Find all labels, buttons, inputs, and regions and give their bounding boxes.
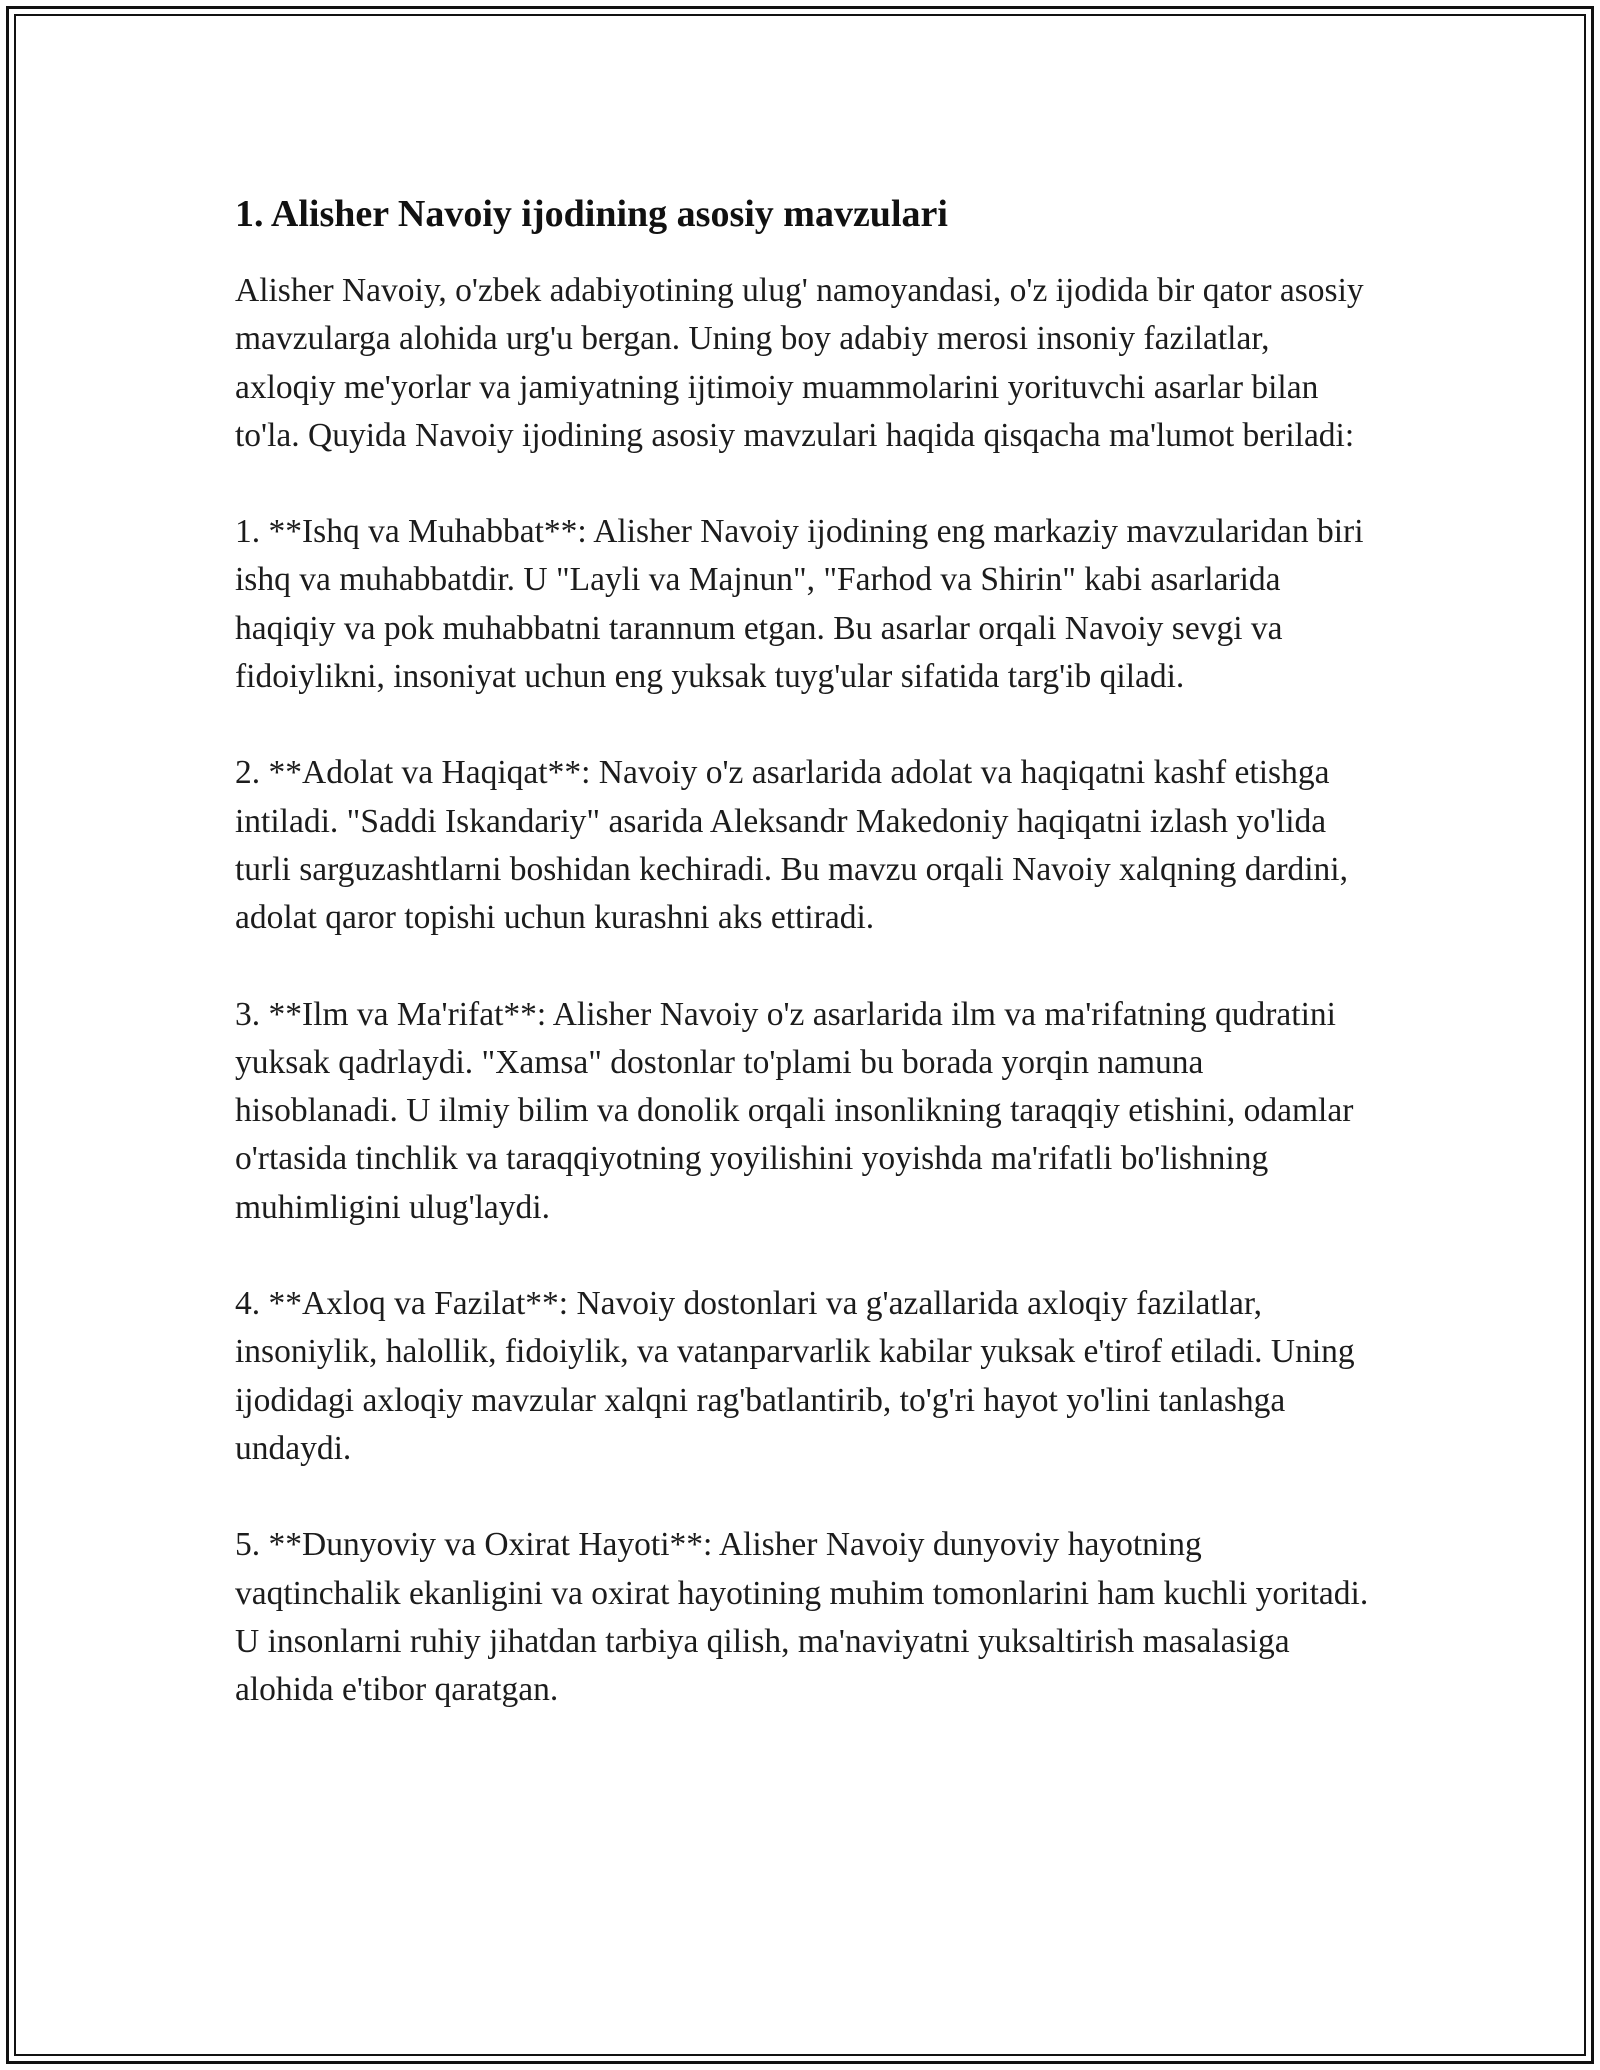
paragraph-ishq-va-muhabbat: 1. **Ishq va Muhabbat**: Alisher Navoiy ijodining eng markaziy mavzularidan biri ishq va muhabbatdir. U "Layli va Majnun", "Farhod va Shirin" kabi asarlarida haqiqiy va pok muhabbatni tarannum etgan. Bu asarlar orqali Navoiy sevgi va fidoiylikni, insoniyat uchun eng yuksak tuyg'ular sifatida targ'ib qiladi. (235, 513, 1364, 696)
paragraph-adolat-va-haqiqat: 2. **Adolat va Haqiqat**: Navoiy o'z asarlarida adolat va haqiqatni kashf etishga intiladi. "Saddi Iskandariy" asarida Aleksandr Makedoniy haqiqatni izlash yo'lida turli sarguzashtlarni boshidan kechiradi. Bu mavzu orqali Navoiy xalqning dardini, adolat qaror topishi uchun kurashni aks ettiradi. (235, 754, 1348, 937)
paragraph-dunyoviy-va-oxirat: 5. **Dunyoviy va Oxirat Hayoti**: Alisher Navoiy dunyoviy hayotning vaqtinchalik ekanligini va oxirat hayotining muhim tomonlarini ham kuchli yoritadi. U insonlarni ruhiy jihatdan tarbiya qilish, ma'naviyatni yuksaltirish masalasiga alohida e'tibor qaratgan. (235, 1526, 1369, 1709)
intro-paragraph: Alisher Navoiy, o'zbek adabiyotining ulug' namoyandasi, o'z ijodida bir qator asosiy mavzularga alohida urg'u bergan. Uning boy adabiy merosi insoniy fazilatlar, axloqiy me'yorlar va jamiyatning ijtimoiy muammolarini yorituvchi asarlar bilan to'la. Quyida Navoiy ijodining asosiy mavzulari haqida qisqacha ma'lumot beriladi: (235, 272, 1364, 454)
paragraph-axloq-va-fazilat: 4. **Axloq va Fazilat**: Navoiy dostonlari va g'azallarida axloqiy fazilatlar, insoniylik, halollik, fidoiylik, va vatanparvarlik kabilar yuksak e'tirof etiladi. Uning ijodidagi axloqiy mavzular xalqni rag'batlantirib, to'g'ri hayot yo'lini tanlashga undaydi. (235, 1285, 1355, 1467)
document-body (235, 185, 1370, 1762)
paragraph-ilm-va-marifat: 3. **Ilm va Ma'rifat**: Alisher Navoiy o'z asarlarida ilm va ma'rifatning qudratini yuksak qadrlaydi. "Xamsa" dostonlar to'plami bu borada yorqin namuna hisoblanadi. U ilmiy bilim va donolik orqali insonlikning taraqqiy etishini, odamlar o'rtasida tinchlik va taraqqiyotning yoyilishini yoyishda ma'rifatli bo'lishning muhimligini ulug'laydi. (235, 995, 1354, 1226)
section-heading: 1. Alisher Navoiy ijodining asosiy mavzulari (235, 193, 948, 235)
